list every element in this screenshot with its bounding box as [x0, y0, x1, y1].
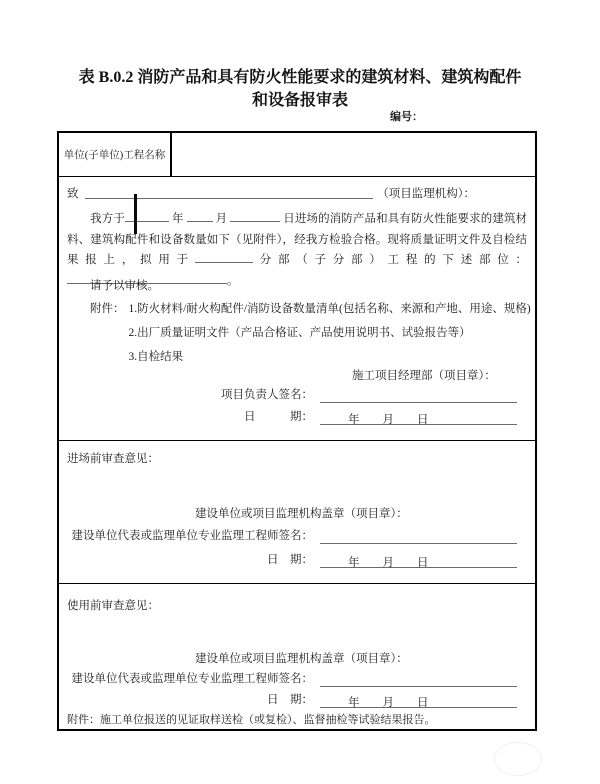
- year-blank: [125, 210, 169, 222]
- addressee-prefix: 致: [67, 188, 79, 200]
- page-title: 表 B.0.2 消防产品和具有防火性能要求的建筑材料、建筑构配件和设备报审表: [78, 69, 522, 109]
- serial-number-label: 编号：: [390, 111, 423, 123]
- pre-use-date-line: [267, 691, 517, 708]
- attachments-block: [90, 297, 531, 369]
- body-seg1: 我方于: [90, 213, 125, 225]
- attachments-list: [129, 297, 531, 369]
- date-label: 日 期：: [244, 411, 313, 423]
- pre-entry-review-section: [59, 441, 535, 584]
- body-seg6: 。: [227, 274, 239, 287]
- body-seg5: 分部（子分部）工程的下述部位：: [252, 254, 528, 266]
- pm-signature-blank: [320, 389, 517, 403]
- day-blank: [230, 210, 280, 222]
- addressee-blank: [85, 185, 374, 199]
- footer-attachment-note: 附件：施工单位报送的见证取样送检（或复检）、监督抽检等试验结果报告。: [67, 714, 436, 726]
- supervisor-signature-line: [72, 527, 518, 544]
- body-seg4: 日进场的消防产品和具有防火性能要求的建筑材料、建筑构配件和设备数量如下（见附件），经我方检验合格。现将质量证明文件及自检结果报上，拟用于: [67, 213, 528, 266]
- pre-entry-review-title: 进场前审查意见：: [67, 453, 159, 465]
- supervisor-stamp-label: 建设单位或项目监理机构盖章（项目章）：: [195, 508, 408, 520]
- scan-artifact-line: [134, 194, 137, 234]
- body-seg3: 月: [215, 213, 228, 225]
- body-seg2: 年: [171, 213, 184, 225]
- date-blank: 年 月 日: [320, 411, 517, 425]
- date-label: 日 期：: [267, 554, 313, 566]
- pre-use-review-title: 使用前审查意见：: [67, 600, 159, 612]
- attachment-item: 3.自检结果: [128, 351, 184, 363]
- request-date-line: [244, 408, 517, 425]
- addressee-line: [67, 185, 475, 201]
- date-blank: 年 月 日: [320, 694, 517, 708]
- supervisor-signature-blank: [320, 673, 517, 687]
- project-name-label: 单位(子单位)工程名称: [59, 133, 172, 176]
- addressee-suffix: （项目监理机构）：: [377, 188, 475, 200]
- supervisor-signature-label: 建设单位代表或监理单位专业监理工程师签名：: [71, 673, 313, 685]
- watermark-faint: [494, 742, 542, 776]
- project-name-row: [59, 133, 535, 177]
- attachments-label: 附件：: [90, 303, 125, 315]
- pre-entry-date-line: [267, 551, 517, 568]
- supervisor-signature-label: 建设单位代表或监理单位专业监理工程师签名：: [71, 530, 313, 542]
- pm-signature-label: 项目负责人签名：: [221, 389, 313, 401]
- date-blank: 年 月 日: [320, 554, 517, 568]
- supervisor-signature-blank: [320, 530, 517, 544]
- usage-blank: [195, 251, 253, 263]
- contractor-stamp-label: 施工项目经理部（项目章）：: [352, 370, 496, 382]
- attachment-item: 2.出厂质量证明文件（产品合格证、产品使用说明书、试验报告等）: [128, 327, 471, 339]
- request-section: [59, 177, 535, 441]
- date-label: 日 期：: [267, 694, 313, 706]
- pre-use-review-section: [59, 584, 535, 730]
- project-name-value-cell: [172, 133, 535, 176]
- month-blank: [187, 210, 213, 222]
- review-request-line: 请予以审核。: [90, 280, 159, 292]
- attachment-item: 1.防火材料/耐火构配件/消防设备数量清单(包括名称、来源和产地、用途、规格): [128, 303, 531, 315]
- pm-signature-line: [221, 386, 517, 403]
- supervisor-signature-line: [72, 670, 518, 687]
- form-table: [57, 131, 537, 731]
- supervisor-stamp-label: 建设单位或项目监理机构盖章（项目章）：: [195, 653, 408, 665]
